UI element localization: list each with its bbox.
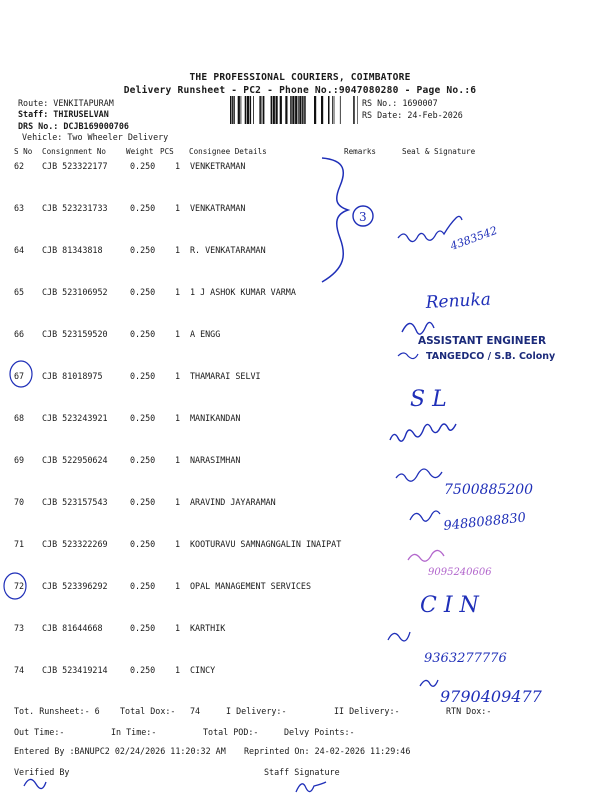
signature-73-scribble: [388, 632, 410, 641]
remark-number: 3: [359, 210, 367, 224]
signature-69-number: 7500885200: [444, 482, 534, 498]
col-sno: S No: [14, 147, 33, 156]
total-dox-label: Total Dox:-: [120, 706, 176, 716]
row-weight: 0.250: [130, 161, 156, 171]
col-consignee: Consignee Details: [189, 147, 267, 156]
barcode-bar: [262, 96, 263, 124]
row-weight: 0.250: [130, 245, 156, 255]
barcode-bar: [230, 96, 232, 124]
row-weight: 0.250: [130, 497, 156, 507]
staff-label: Staff: THIRUSELVAN: [18, 109, 109, 119]
row-sno: 65: [14, 287, 25, 297]
row-pcs: 1: [175, 497, 181, 507]
barcode-bar: [253, 96, 254, 124]
row-pcs: 1: [175, 539, 181, 549]
in-time: In Time:-: [111, 727, 157, 737]
row-weight: 0.250: [130, 413, 156, 423]
rs-date: RS Date: 24-Feb-2026: [362, 110, 463, 120]
barcode-bar: [314, 96, 316, 124]
barcode-bar: [302, 96, 304, 124]
signature-74-scribble: [420, 680, 438, 686]
rtn-dox: RTN Dox:-: [446, 706, 492, 716]
verified-by: Verified By: [14, 767, 70, 777]
col-consignment: Consignment No: [42, 147, 107, 156]
row-pcs: 1: [175, 371, 181, 381]
tot-runsheet: Tot. Runsheet:- 6: [14, 706, 100, 716]
signature-71-scribble: [408, 550, 444, 561]
row-sno: 70: [14, 497, 25, 507]
row-pcs: 1: [175, 203, 181, 213]
barcode-bar: [245, 96, 247, 124]
col-pcs: PCS: [160, 147, 174, 156]
row-sno: 67: [14, 371, 25, 381]
row-sno: 64: [14, 245, 25, 255]
row-consignee: R. VENKATARAMAN: [190, 245, 266, 255]
remark-circle: [353, 206, 373, 226]
signature-69-scribble: [396, 469, 442, 481]
row-consignment: CJB 523159520: [42, 329, 108, 339]
barcode-bar: [353, 96, 355, 124]
row-pcs: 1: [175, 329, 181, 339]
row-weight: 0.250: [130, 203, 156, 213]
row-pcs: 1: [175, 455, 181, 465]
barcode-bar: [271, 96, 273, 124]
signature-74-number: 9790409477: [440, 687, 542, 706]
row-consignment: CJB 81644668: [42, 623, 103, 633]
barcode-bar: [290, 96, 292, 124]
remarks-bracket: [322, 158, 348, 282]
row-consignment: CJB 523419214: [42, 665, 108, 675]
row-consignee: CINCY: [190, 665, 216, 675]
total-dox-value: 74: [190, 706, 201, 716]
barcode-bar: [232, 96, 234, 124]
barcode-bar: [263, 96, 265, 124]
page-title: THE PROFESSIONAL COURIERS, COIMBATORE: [189, 72, 411, 83]
row-consignee: KOOTURAVU SAMNAGNGALIN INAIPAT: [190, 539, 342, 549]
col-weight: Weight: [126, 147, 154, 156]
row-sno: 74: [14, 665, 25, 675]
row-consignee: 1 J ASHOK KUMAR VARMA: [190, 287, 296, 297]
i-delivery: I Delivery:-: [226, 706, 287, 716]
barcode: [230, 96, 358, 124]
row-weight: 0.250: [130, 581, 156, 591]
ii-delivery: II Delivery:-: [334, 706, 400, 716]
barcode-bar: [292, 96, 294, 124]
row-pcs: 1: [175, 581, 181, 591]
drs-label: DRS No.: DCJB169000706: [18, 121, 129, 131]
col-remarks: Remarks: [344, 147, 377, 156]
row-sno: 68: [14, 413, 25, 423]
row-weight: 0.250: [130, 455, 156, 465]
vehicle-label: Vehicle: Two Wheeler Delivery: [22, 132, 169, 142]
signature-73-number: 9363277776: [424, 651, 507, 666]
row-consignment: CJB 522950624: [42, 455, 108, 465]
total-pod: Total POD:-: [203, 727, 259, 737]
barcode-bar: [321, 96, 323, 124]
row-consignee: NARASIMHAN: [190, 455, 241, 465]
row-consignment: CJB 523243921: [42, 413, 108, 423]
staff-signature: Staff Signature: [264, 767, 340, 777]
row-pcs: 1: [175, 623, 181, 633]
signature-70-scribble: [410, 511, 440, 521]
row-consignee: THAMARAI SELVI: [190, 371, 261, 381]
signature-72: C I N: [420, 593, 479, 618]
signature-65: Renuka: [425, 289, 492, 313]
barcode-bar: [298, 96, 299, 124]
row-sno: 66: [14, 329, 25, 339]
row-weight: 0.250: [130, 665, 156, 675]
row-sno: 63: [14, 203, 25, 213]
barcode-bar: [238, 96, 240, 124]
row-consignee: A ENGG: [190, 329, 221, 339]
col-seal-signature: Seal & Signature: [402, 147, 476, 156]
barcode-bar: [247, 96, 249, 124]
stamp-line-1: ASSISTANT ENGINEER: [418, 335, 547, 347]
row-sno: 62: [14, 161, 25, 171]
barcode-bar: [334, 96, 335, 124]
signature-68: [390, 424, 456, 441]
row-consignee: OPAL MANAGEMENT SERVICES: [190, 581, 312, 591]
barcode-bar: [295, 96, 297, 124]
row-pcs: 1: [175, 161, 181, 171]
row-consignee: VENKATRAMAN: [190, 203, 246, 213]
row-weight: 0.250: [130, 329, 156, 339]
row-sno: 69: [14, 455, 25, 465]
row-pcs: 1: [175, 413, 181, 423]
verified-by-signature: [24, 779, 46, 788]
row-pcs: 1: [175, 245, 181, 255]
route-label: Route: VENKITAPURAM: [18, 98, 114, 108]
row-pcs: 1: [175, 287, 181, 297]
signature-70-number: 9488088830: [442, 510, 527, 534]
signature-66: [402, 322, 434, 334]
reprinted-on: Reprinted On: 24-02-2026 11:29:46: [244, 746, 411, 756]
out-time: Out Time:-: [14, 727, 65, 737]
stamp-line-2: TANGEDCO / S.B. Colony: [426, 351, 556, 362]
barcode-bar: [273, 96, 275, 124]
barcode-bar: [332, 96, 333, 124]
row-weight: 0.250: [130, 371, 156, 381]
signature-71-number: 9095240606: [428, 567, 492, 578]
barcode-bar: [285, 96, 287, 124]
barcode-bar: [340, 96, 341, 124]
barcode-bar: [280, 96, 282, 124]
stamp-scribble: [398, 353, 418, 359]
row-consignment: CJB 81343818: [42, 245, 103, 255]
barcode-bar: [304, 96, 306, 124]
row-consignment: CJB 523322177: [42, 161, 108, 171]
delvy-points: Delvy Points:-: [284, 727, 355, 737]
barcode-bar: [357, 96, 358, 124]
row-sno: 73: [14, 623, 25, 633]
row-consignment: CJB 81018975: [42, 371, 103, 381]
row-consignee: ARAVIND JAYARAMAN: [190, 497, 276, 507]
row-consignment: CJB 523396292: [42, 581, 108, 591]
row-consignment: CJB 523157543: [42, 497, 108, 507]
entered-by: Entered By :BANUPC2 02/24/2026 11:20:32 AM: [14, 746, 226, 756]
barcode-bar: [250, 96, 252, 124]
row-sno: 72: [14, 581, 25, 591]
barcode-bar: [328, 96, 330, 124]
barcode-bar: [299, 96, 301, 124]
row-consignment: CJB 523322269: [42, 539, 108, 549]
row-consignee: MANIKANDAN: [190, 413, 241, 423]
row-weight: 0.250: [130, 539, 156, 549]
barcode-bar: [259, 96, 261, 124]
page-subtitle: Delivery Runsheet - PC2 - Phone No.:9047080280 - Page No.:6: [123, 85, 477, 96]
row-sno: 71: [14, 539, 25, 549]
row-consignee: VENKETRAMAN: [190, 161, 246, 171]
row-weight: 0.250: [130, 287, 156, 297]
row-weight: 0.250: [130, 623, 156, 633]
row-consignment: CJB 523231733: [42, 203, 108, 213]
staff-signature-mark: [296, 782, 326, 792]
signature-63: [398, 216, 462, 241]
barcode-bar: [276, 96, 278, 124]
signature-67: S L: [410, 387, 447, 412]
barcode-bar: [234, 96, 235, 124]
barcode-bar: [241, 96, 242, 124]
row-pcs: 1: [175, 665, 181, 675]
row-consignment: CJB 523106952: [42, 287, 108, 297]
row-consignee: KARTHIK: [190, 623, 226, 633]
signature-63-number: 4383542: [448, 223, 500, 253]
rs-number: RS No.: 1690007: [362, 98, 438, 108]
